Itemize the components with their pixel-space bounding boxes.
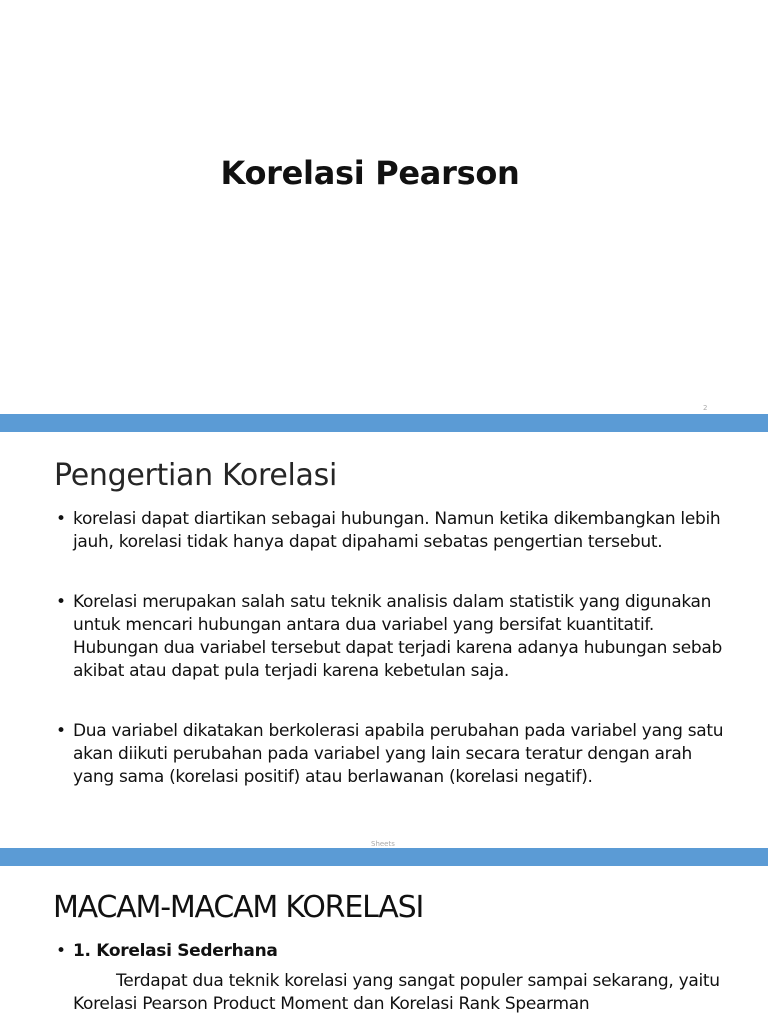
slide-3 (0, 866, 768, 1024)
bullet-text: Korelasi merupakan salah satu teknik analisis dalam statistik yang digunakan untuk mencari hubungan antara dua variabel yang bersifat kuantitatif. Hubungan dua variabel tersebut dapat terjadi karena adanya hubungan sebab akibat atau dapat pula terjadi karena kebetulan saja. (73, 592, 722, 681)
slide-number: 2 (703, 404, 708, 412)
slide-title: Korelasi Pearson (220, 154, 520, 192)
slide-divider (0, 414, 768, 432)
body-paragraph: Terdapat dua teknik korelasi yang sangat populer sampai sekarang, yaitu Korelasi Pearson Product Moment dan Korelasi Rank Spearman (73, 971, 720, 1014)
bullet-item (56, 720, 736, 789)
bullet-icon: • (56, 721, 66, 741)
footer-label: Sheets (371, 840, 395, 848)
bullet-text: korelasi dapat diartikan sebagai hubungan. Namun ketika dikembangkan lebih jauh, korelasi tidak hanya dapat dipahami sebatas pengertian tersebut. (73, 509, 721, 552)
bullet-icon: • (56, 592, 66, 612)
bullet-item (56, 508, 736, 554)
bullet-icon: • (56, 509, 66, 529)
section-heading: Pengertian Korelasi (54, 458, 338, 493)
bullet-text: Dua variabel dikatakan berkolerasi apabila perubahan pada variabel yang satu akan diikuti perubahan pada variabel yang lain secara teratur dengan arah yang sama (korelasi positif) atau berlawanan (korelasi negatif). (73, 721, 724, 787)
slide-2 (0, 432, 768, 848)
bullet-item (56, 940, 278, 963)
section-heading: MACAM-MACAM KORELASI (53, 890, 424, 925)
bullet-text: 1. Korelasi Sederhana (73, 941, 278, 961)
bullet-item (56, 591, 736, 683)
bullet-list (56, 508, 736, 826)
slide-1 (0, 0, 768, 414)
bullet-icon: • (56, 941, 66, 961)
slide-divider (0, 848, 768, 866)
